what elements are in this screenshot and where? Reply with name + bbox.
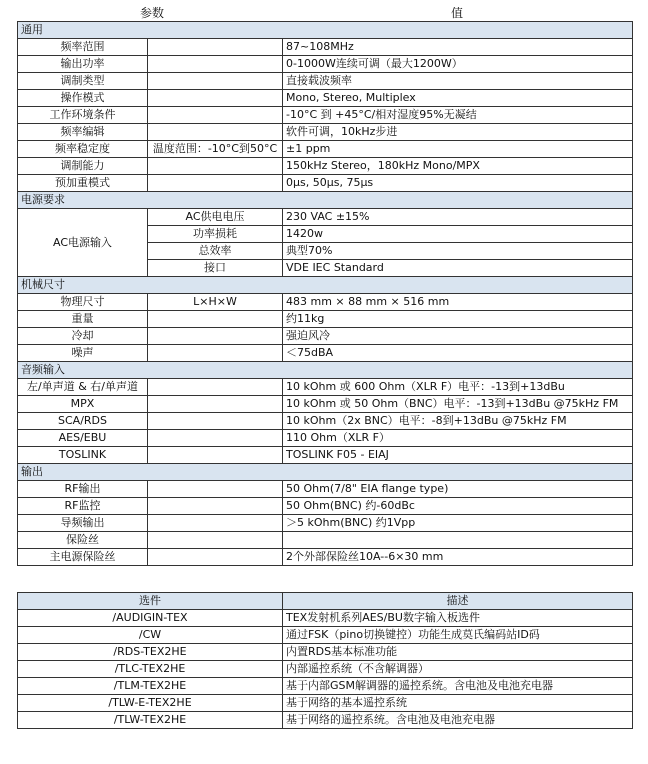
section-header (18, 22, 633, 39)
spec-value: 50 Ohm(BNC) 约-60dBc (283, 498, 633, 515)
spec-row (18, 124, 633, 141)
spec-label: 调制能力 (18, 158, 148, 175)
spec-label: SCA/RDS (18, 413, 148, 430)
spec-condition (148, 481, 283, 498)
spec-row (18, 158, 633, 175)
spec-row (18, 209, 633, 226)
spec-value: 0-1000W连续可调（最大1200W） (283, 56, 633, 73)
spec-value: 2个外部保险丝10A--6×30 mm (283, 549, 633, 566)
spec-condition (148, 39, 283, 56)
spec-row (18, 311, 633, 328)
spec-label: 导频输出 (18, 515, 148, 532)
spec-value: 87~108MHz (283, 39, 633, 56)
option-row (18, 678, 633, 695)
spec-value: 约11kg (283, 311, 633, 328)
spec-value: TOSLINK F05 - EIAJ (283, 447, 633, 464)
spec-label: 频率稳定度 (18, 141, 148, 158)
spec-row (18, 413, 633, 430)
spec-label: 输出功率 (18, 56, 148, 73)
spec-condition (148, 430, 283, 447)
spec-value (283, 532, 633, 549)
value-header: 值 (451, 6, 464, 20)
spec-condition (148, 73, 283, 90)
spec-value: 10 kOhm 或 50 Ohm（BNC）电平：-13到+13dBu @75kHz FM (283, 396, 633, 413)
spec-value: 10 kOhm 或 600 Ohm（XLR F）电平：-13到+13dBu (283, 379, 633, 396)
spec-row (18, 515, 633, 532)
group-label: AC电源输入 (18, 209, 148, 277)
spec-label: 噪声 (18, 345, 148, 362)
spec-label: TOSLINK (18, 447, 148, 464)
spec-table (17, 21, 633, 566)
spec-label: 频率编辑 (18, 124, 148, 141)
spec-row (18, 175, 633, 192)
option-row (18, 627, 633, 644)
spec-value: 150kHz Stereo，180kHz Mono/MPX (283, 158, 633, 175)
spec-condition: 总效率 (148, 243, 283, 260)
option-name: /TLW-TEX2HE (18, 712, 283, 729)
spec-label: 频率范围 (18, 39, 148, 56)
spec-row (18, 379, 633, 396)
param-header: 参数 (140, 6, 165, 20)
spec-value: 230 VAC ±15% (283, 209, 633, 226)
spec-label: 物理尺寸 (18, 294, 148, 311)
section-header (18, 362, 633, 379)
option-desc: 通过FSK（pino切换键控）功能生成莫氏编码站ID码 (283, 627, 633, 644)
spec-value: 10 kOhm（2x BNC）电平：-8到+13dBu @75kHz FM (283, 413, 633, 430)
spec-value: ±1 ppm (283, 141, 633, 158)
options-table (17, 592, 633, 729)
section-title: 音频输入 (18, 362, 633, 379)
option-name: /RDS-TEX2HE (18, 644, 283, 661)
spec-condition: 接口 (148, 260, 283, 277)
spec-condition (148, 549, 283, 566)
spec-row (18, 549, 633, 566)
spec-condition (148, 345, 283, 362)
section-title: 输出 (18, 464, 633, 481)
spec-label: MPX (18, 396, 148, 413)
spec-value: 483 mm × 88 mm × 516 mm (283, 294, 633, 311)
spec-value: 50 Ohm(7/8" EIA flange type) (283, 481, 633, 498)
spec-row (18, 107, 633, 124)
section-header (18, 464, 633, 481)
spec-value: 软件可调，10kHz步进 (283, 124, 633, 141)
spec-value: Mono, Stereo, Multiplex (283, 90, 633, 107)
option-row (18, 712, 633, 729)
spec-value: 强迫风冷 (283, 328, 633, 345)
spec-value: 直接载波频率 (283, 73, 633, 90)
spec-value: -10°C 到 +45°C/相对湿度95%无凝结 (283, 107, 633, 124)
options-header (18, 593, 633, 610)
option-name: /TLC-TEX2HE (18, 661, 283, 678)
spec-condition (148, 158, 283, 175)
section-header (18, 277, 633, 294)
spec-condition (148, 447, 283, 464)
option-desc: 内部遥控系统（不含解调器） (283, 661, 633, 678)
spec-label: 工作环境条件 (18, 107, 148, 124)
spec-row (18, 141, 633, 158)
spec-value: 0μs, 50μs, 75μs (283, 175, 633, 192)
spec-value: ＞5 kOhm(BNC) 约1Vpp (283, 515, 633, 532)
spec-value: 典型70% (283, 243, 633, 260)
spec-row (18, 73, 633, 90)
spec-condition (148, 90, 283, 107)
spec-label: RF监控 (18, 498, 148, 515)
spec-label: 冷却 (18, 328, 148, 345)
spec-row (18, 498, 633, 515)
spec-condition (148, 498, 283, 515)
spec-row (18, 294, 633, 311)
spec-value: 1420w (283, 226, 633, 243)
option-name: /AUDIGIN-TEX (18, 610, 283, 627)
option-desc: 基于内部GSM解调器的遥控系统。含电池及电池充电器 (283, 678, 633, 695)
spec-condition (148, 107, 283, 124)
spec-row (18, 481, 633, 498)
spec-row (18, 90, 633, 107)
spec-condition (148, 311, 283, 328)
spec-condition (148, 124, 283, 141)
spec-condition: 温度范围：-10°C到50°C (148, 141, 283, 158)
spec-label: 左/单声道 & 右/单声道 (18, 379, 148, 396)
spec-condition (148, 515, 283, 532)
spec-label: 保险丝 (18, 532, 148, 549)
section-title: 通用 (18, 22, 633, 39)
spec-row (18, 56, 633, 73)
option-name: /TLW-E-TEX2HE (18, 695, 283, 712)
option-name: /CW (18, 627, 283, 644)
section-title: 机械尺寸 (18, 277, 633, 294)
spec-row (18, 39, 633, 56)
option-row (18, 661, 633, 678)
spec-condition: 功率损耗 (148, 226, 283, 243)
spec-value: VDE IEC Standard (283, 260, 633, 277)
spec-label: AES/EBU (18, 430, 148, 447)
option-desc: 内置RDS基本标准功能 (283, 644, 633, 661)
option-row (18, 695, 633, 712)
section-header (18, 192, 633, 209)
spec-condition: AC供电电压 (148, 209, 283, 226)
spec-condition (148, 175, 283, 192)
options-head-left: 选件 (18, 593, 283, 610)
spec-label: 主电源保险丝 (18, 549, 148, 566)
option-row (18, 644, 633, 661)
option-row (18, 610, 633, 627)
spec-condition (148, 413, 283, 430)
option-desc: 基于网络的遥控系统。含电池及电池充电器 (283, 712, 633, 729)
spec-label: RF输出 (18, 481, 148, 498)
spec-row (18, 328, 633, 345)
spec-row (18, 532, 633, 549)
spec-value: ＜75dBA (283, 345, 633, 362)
spec-condition (148, 56, 283, 73)
spec-condition (148, 532, 283, 549)
options-head-right: 描述 (283, 593, 633, 610)
option-desc: 基于网络的基本遥控系统 (283, 695, 633, 712)
spec-label: 操作模式 (18, 90, 148, 107)
spec-condition (148, 328, 283, 345)
spec-row (18, 447, 633, 464)
option-name: /TLM-TEX2HE (18, 678, 283, 695)
spec-row (18, 396, 633, 413)
spec-label: 调制类型 (18, 73, 148, 90)
option-desc: TEX发射机系列AES/BU数字输入板选件 (283, 610, 633, 627)
spec-condition (148, 396, 283, 413)
spec-condition: L×H×W (148, 294, 283, 311)
spec-value: 110 Ohm（XLR F） (283, 430, 633, 447)
spec-label: 预加重模式 (18, 175, 148, 192)
spec-row (18, 430, 633, 447)
spec-label: 重量 (18, 311, 148, 328)
spec-row (18, 345, 633, 362)
section-title: 电源要求 (18, 192, 633, 209)
spec-condition (148, 379, 283, 396)
